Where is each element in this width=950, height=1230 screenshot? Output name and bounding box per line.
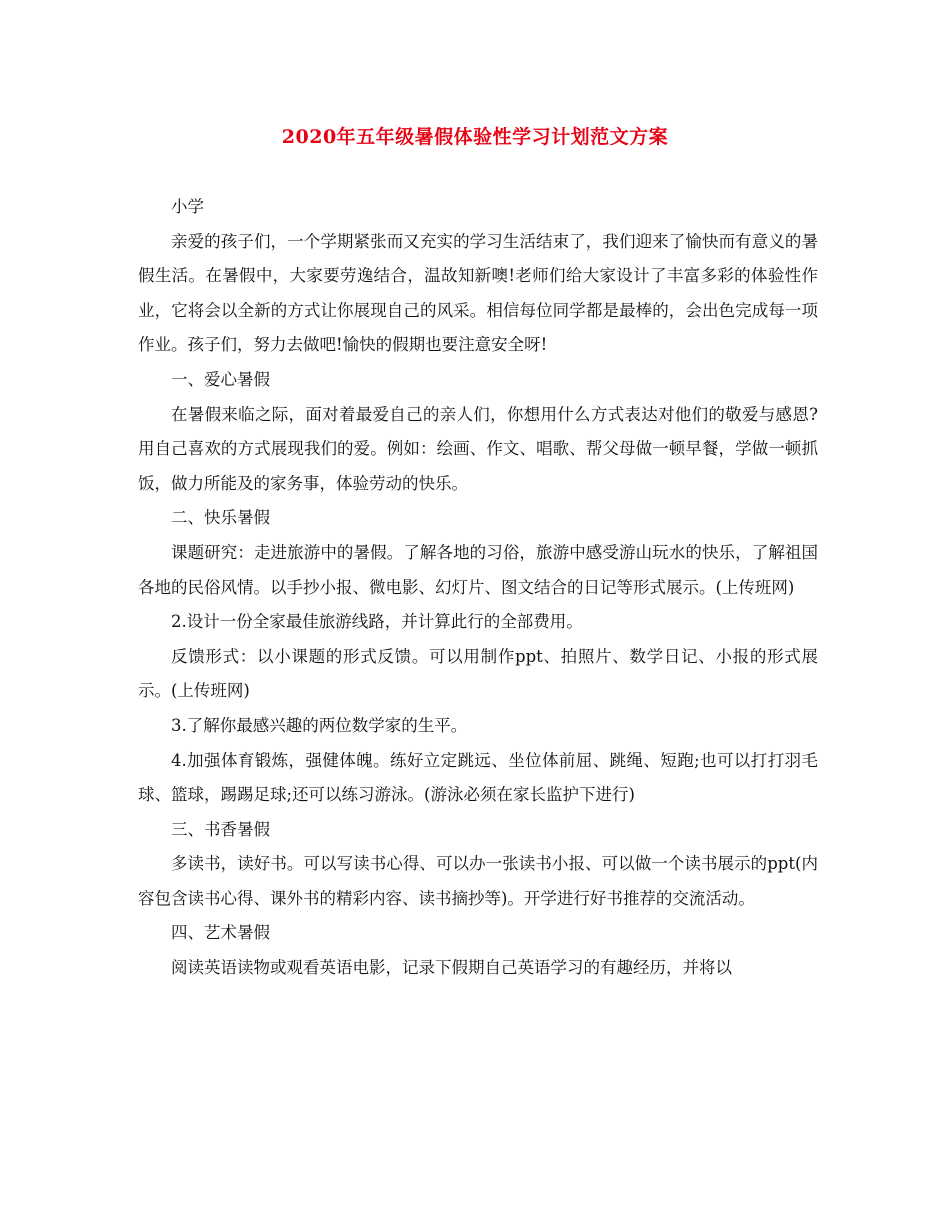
paragraph-school-level: 小学 xyxy=(171,197,204,216)
section-heading-art: 四、艺术暑假 xyxy=(171,923,270,943)
paragraph-travel-route: 2.设计一份全家最佳旅游线路，并计算此行的全部费用。 xyxy=(171,612,583,632)
document-body xyxy=(138,190,818,986)
section-heading-love: 一、爱心暑假 xyxy=(171,369,270,389)
section-heading-happy: 二、快乐暑假 xyxy=(171,508,270,528)
paragraph-feedback-form: 反馈形式：以小课题的形式反馈。可以用制作ppt、拍照片、数学日记、小报的形式展示。(上传班网) xyxy=(138,646,818,701)
paragraph-exercise: 4.加强体育锻炼，强健体魄。练好立定跳远、坐位体前屈、跳绳、短跑;也可以打打羽毛球、篮球，踢踢足球;还可以练习游泳。(游泳必须在家长监护下进行) xyxy=(138,750,818,805)
paragraph-intro: 亲爱的孩子们，一个学期紧张而又充实的学习生活结束了，我们迎来了愉快而有意义的暑假生活。在暑假中，大家要劳逸结合，温故知新噢!老师们给大家设计了丰富多彩的体验性作业，它将会以全新的方式让你展现自己的风采。相信每位同学都是最棒的，会出色完成每一项作业。孩子们，努力去做吧!愉快的假期也要注意安全呀! xyxy=(138,231,818,355)
paragraph-travel-research: 课题研究：走进旅游中的暑假。了解各地的习俗，旅游中感受游山玩水的快乐，了解祖国各地的民俗风情。以手抄小报、微电影、幻灯片、图文结合的日记等形式展示。(上传班网) xyxy=(138,542,818,597)
paragraph-love: 在暑假来临之际，面对着最爱自己的亲人们，你想用什么方式表达对他们的敬爱与感恩?用自己喜欢的方式展现我们的爱。例如：绘画、作文、唱歌、帮父母做一顿早餐，学做一顿抓饭，做力所能及的家务事，体验劳动的快乐。 xyxy=(138,404,818,493)
paragraph-reading: 多读书，读好书。可以写读书心得、可以办一张读书小报、可以做一个读书展示的ppt(内容包含读书心得、课外书的精彩内容、读书摘抄等)。开学进行好书推荐的交流活动。 xyxy=(138,854,818,908)
paragraph-english: 阅读英语读物或观看英语电影，记录下假期自己英语学习的有趣经历，并将以 xyxy=(171,958,732,978)
paragraph-mathematicians: 3.了解你最感兴趣的两位数学家的生平。 xyxy=(171,715,468,735)
section-heading-reading: 三、书香暑假 xyxy=(171,819,270,839)
document-title: 2020年五年级暑假体验性学习计划范文方案 xyxy=(281,126,669,148)
